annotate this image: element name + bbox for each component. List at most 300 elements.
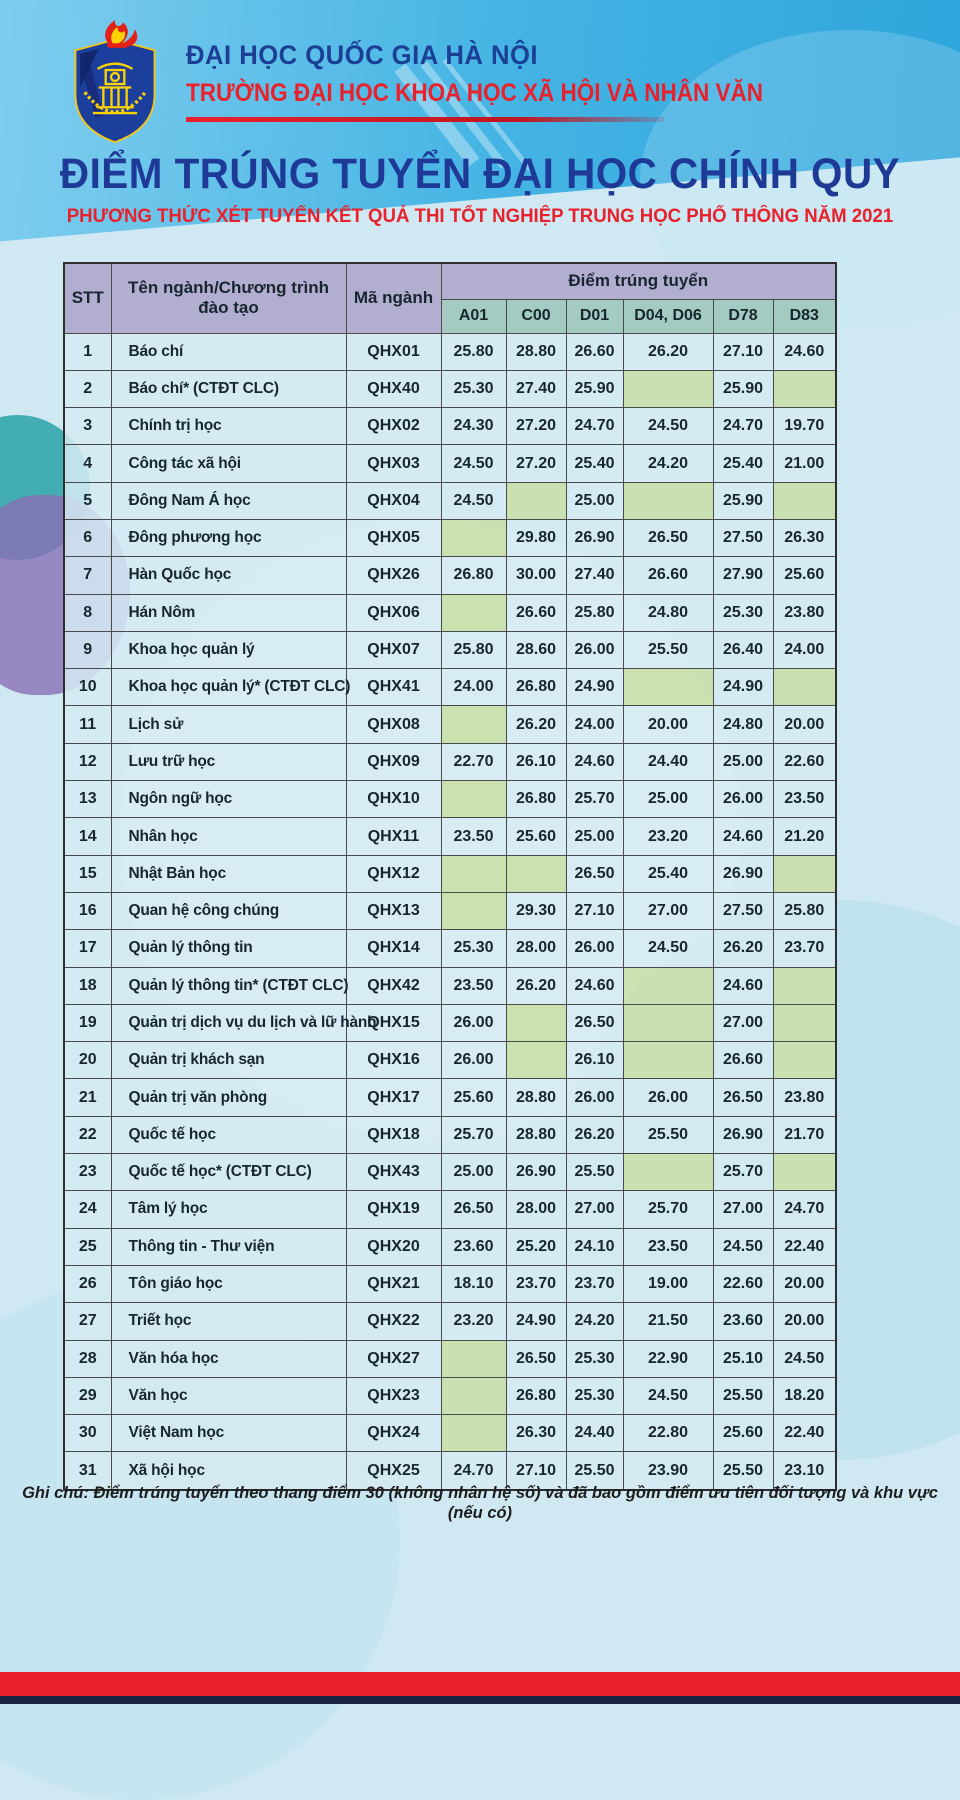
- score-d01: 26.00: [566, 1079, 623, 1116]
- score-d01: 23.70: [566, 1265, 623, 1302]
- major-name: Quản trị dịch vụ du lịch và lữ hành: [111, 1004, 346, 1041]
- score-d01: 26.60: [566, 333, 623, 370]
- score-d78: 27.50: [713, 892, 773, 929]
- major-code: QHX02: [346, 408, 441, 445]
- score-d04-d06: 27.00: [623, 892, 713, 929]
- row-number: 21: [64, 1079, 111, 1116]
- score-a01: [441, 706, 506, 743]
- table-row: [64, 818, 836, 855]
- bottom-red-bar: [0, 1672, 960, 1696]
- score-c00: [506, 482, 566, 519]
- score-d78: 27.90: [713, 557, 773, 594]
- shield-emblem-icon: [56, 20, 174, 148]
- score-a01: 25.30: [441, 370, 506, 407]
- score-d78: 26.40: [713, 631, 773, 668]
- score-c00: 27.20: [506, 408, 566, 445]
- score-a01: 25.60: [441, 1079, 506, 1116]
- major-code: QHX22: [346, 1303, 441, 1340]
- score-d01: 25.30: [566, 1340, 623, 1377]
- score-a01: 18.10: [441, 1265, 506, 1302]
- score-a01: 24.00: [441, 669, 506, 706]
- row-number: 4: [64, 445, 111, 482]
- table-row: [64, 930, 836, 967]
- major-name: Lưu trữ học: [111, 743, 346, 780]
- table-row: [64, 557, 836, 594]
- red-divider: [186, 117, 664, 122]
- score-c00: 28.60: [506, 631, 566, 668]
- table-row: [64, 1079, 836, 1116]
- major-code: QHX25: [346, 1452, 441, 1490]
- score-c00: 25.20: [506, 1228, 566, 1265]
- score-c00: [506, 1004, 566, 1041]
- row-number: 31: [64, 1452, 111, 1490]
- major-name: Báo chí* (CTĐT CLC): [111, 370, 346, 407]
- major-name: Quốc tế học* (CTĐT CLC): [111, 1154, 346, 1191]
- score-d78: 24.60: [713, 967, 773, 1004]
- table-row: [64, 370, 836, 407]
- score-c00: 29.80: [506, 519, 566, 556]
- score-d01: 24.00: [566, 706, 623, 743]
- row-number: 3: [64, 408, 111, 445]
- table-row: [64, 333, 836, 370]
- score-d83: 20.00: [773, 1303, 836, 1340]
- score-d01: 26.10: [566, 1042, 623, 1079]
- score-d04-d06: [623, 1154, 713, 1191]
- major-code: QHX11: [346, 818, 441, 855]
- score-d78: 22.60: [713, 1265, 773, 1302]
- score-a01: 23.50: [441, 818, 506, 855]
- score-d83: [773, 1042, 836, 1079]
- score-d83: 21.70: [773, 1116, 836, 1153]
- row-number: 22: [64, 1116, 111, 1153]
- score-d04-d06: 25.50: [623, 631, 713, 668]
- score-d78: 26.20: [713, 930, 773, 967]
- score-d78: 26.90: [713, 1116, 773, 1153]
- table-row: [64, 594, 836, 631]
- row-number: 11: [64, 706, 111, 743]
- score-a01: [441, 855, 506, 892]
- major-name: Triết học: [111, 1303, 346, 1340]
- major-name: Việt Nam học: [111, 1415, 346, 1452]
- score-d83: 25.80: [773, 892, 836, 929]
- score-a01: 22.70: [441, 743, 506, 780]
- score-d83: [773, 1154, 836, 1191]
- admission-scores-table: [63, 262, 837, 1491]
- score-a01: 23.20: [441, 1303, 506, 1340]
- score-c00: [506, 855, 566, 892]
- major-code: QHX03: [346, 445, 441, 482]
- score-d83: 21.20: [773, 818, 836, 855]
- score-d01: 25.00: [566, 482, 623, 519]
- score-d78: 25.60: [713, 1415, 773, 1452]
- major-code: QHX27: [346, 1340, 441, 1377]
- page-subtitle: PHƯƠNG THỨC XÉT TUYỂN KẾT QUẢ THI TỐT NGHIỆP TRUNG HỌC PHỔ THÔNG NĂM 2021: [66, 206, 894, 227]
- score-d01: 26.50: [566, 855, 623, 892]
- row-number: 18: [64, 967, 111, 1004]
- score-d83: [773, 669, 836, 706]
- row-number: 27: [64, 1303, 111, 1340]
- score-a01: [441, 519, 506, 556]
- major-code: QHX14: [346, 930, 441, 967]
- table-row: [64, 1377, 836, 1414]
- col-header-d83: D83: [773, 299, 836, 333]
- row-number: 30: [64, 1415, 111, 1452]
- score-d04-d06: 23.90: [623, 1452, 713, 1490]
- score-d78: 25.90: [713, 482, 773, 519]
- major-code: QHX06: [346, 594, 441, 631]
- bottom-navy-bar: [0, 1696, 960, 1704]
- page-title: ĐIỂM TRÚNG TUYỂN ĐẠI HỌC CHÍNH QUY: [59, 150, 901, 198]
- score-c00: 29.30: [506, 892, 566, 929]
- score-d01: 24.40: [566, 1415, 623, 1452]
- col-header-scores-group: Điểm trúng tuyển: [441, 263, 836, 299]
- major-code: QHX20: [346, 1228, 441, 1265]
- score-c00: 26.60: [506, 594, 566, 631]
- score-d01: 27.00: [566, 1191, 623, 1228]
- score-d04-d06: [623, 370, 713, 407]
- score-d04-d06: [623, 967, 713, 1004]
- major-name: Xã hội học: [111, 1452, 346, 1490]
- score-d04-d06: 26.50: [623, 519, 713, 556]
- col-header-d04-d06: D04, D06: [623, 299, 713, 333]
- score-d01: 25.80: [566, 594, 623, 631]
- major-name: Thông tin - Thư viện: [111, 1228, 346, 1265]
- score-d83: 23.80: [773, 594, 836, 631]
- major-code: QHX40: [346, 370, 441, 407]
- score-d04-d06: 24.80: [623, 594, 713, 631]
- score-d01: 24.90: [566, 669, 623, 706]
- row-number: 26: [64, 1265, 111, 1302]
- score-d83: 23.50: [773, 781, 836, 818]
- score-c00: 30.00: [506, 557, 566, 594]
- score-d04-d06: 26.00: [623, 1079, 713, 1116]
- score-d01: 26.50: [566, 1004, 623, 1041]
- col-header-major-name: Tên ngành/Chương trình đào tạo: [111, 263, 346, 333]
- row-number: 8: [64, 594, 111, 631]
- score-c00: 26.80: [506, 781, 566, 818]
- score-c00: 26.90: [506, 1154, 566, 1191]
- table-row: [64, 1228, 836, 1265]
- major-name: Hán Nôm: [111, 594, 346, 631]
- university-logo: [56, 20, 174, 148]
- major-name: Quản lý thông tin: [111, 930, 346, 967]
- major-name: Nhân học: [111, 818, 346, 855]
- score-a01: 26.80: [441, 557, 506, 594]
- score-a01: 26.00: [441, 1004, 506, 1041]
- score-d83: [773, 482, 836, 519]
- score-d04-d06: 26.20: [623, 333, 713, 370]
- score-d83: 25.60: [773, 557, 836, 594]
- major-code: QHX18: [346, 1116, 441, 1153]
- score-d04-d06: 26.60: [623, 557, 713, 594]
- col-header-major-code: Mã ngành: [346, 263, 441, 333]
- major-code: QHX12: [346, 855, 441, 892]
- score-d01: 26.90: [566, 519, 623, 556]
- table-row: [64, 519, 836, 556]
- score-c00: 26.30: [506, 1415, 566, 1452]
- score-d01: 26.20: [566, 1116, 623, 1153]
- score-d01: 25.00: [566, 818, 623, 855]
- score-d04-d06: [623, 482, 713, 519]
- score-a01: 25.80: [441, 333, 506, 370]
- score-c00: 24.90: [506, 1303, 566, 1340]
- score-d83: 24.60: [773, 333, 836, 370]
- score-d83: 22.40: [773, 1228, 836, 1265]
- major-name: Khoa học quản lý* (CTĐT CLC): [111, 669, 346, 706]
- row-number: 24: [64, 1191, 111, 1228]
- score-d83: [773, 967, 836, 1004]
- score-d01: 25.50: [566, 1452, 623, 1490]
- score-d78: 27.00: [713, 1004, 773, 1041]
- score-d01: 25.50: [566, 1154, 623, 1191]
- score-d83: 20.00: [773, 706, 836, 743]
- major-code: QHX16: [346, 1042, 441, 1079]
- major-code: QHX42: [346, 967, 441, 1004]
- score-d78: 25.90: [713, 370, 773, 407]
- score-d78: 25.50: [713, 1377, 773, 1414]
- table-row: [64, 743, 836, 780]
- score-d04-d06: 23.20: [623, 818, 713, 855]
- table-row: [64, 1191, 836, 1228]
- score-a01: 25.70: [441, 1116, 506, 1153]
- score-a01: 25.00: [441, 1154, 506, 1191]
- score-d78: 25.70: [713, 1154, 773, 1191]
- row-number: 12: [64, 743, 111, 780]
- row-number: 1: [64, 333, 111, 370]
- score-c00: 26.10: [506, 743, 566, 780]
- score-c00: 28.80: [506, 1079, 566, 1116]
- major-name: Báo chí: [111, 333, 346, 370]
- major-name: Chính trị học: [111, 408, 346, 445]
- score-d83: 22.60: [773, 743, 836, 780]
- row-number: 29: [64, 1377, 111, 1414]
- col-header-stt: STT: [64, 263, 111, 333]
- major-code: QHX05: [346, 519, 441, 556]
- row-number: 10: [64, 669, 111, 706]
- row-number: 15: [64, 855, 111, 892]
- score-a01: [441, 1415, 506, 1452]
- major-name: Văn hóa học: [111, 1340, 346, 1377]
- row-number: 2: [64, 370, 111, 407]
- major-code: QHX26: [346, 557, 441, 594]
- table-row: [64, 669, 836, 706]
- score-d04-d06: 25.40: [623, 855, 713, 892]
- major-code: QHX08: [346, 706, 441, 743]
- score-d83: [773, 370, 836, 407]
- score-a01: [441, 892, 506, 929]
- score-d83: 26.30: [773, 519, 836, 556]
- score-d01: 25.30: [566, 1377, 623, 1414]
- row-number: 14: [64, 818, 111, 855]
- row-number: 16: [64, 892, 111, 929]
- table-row: [64, 408, 836, 445]
- score-d04-d06: 23.50: [623, 1228, 713, 1265]
- score-d78: 26.60: [713, 1042, 773, 1079]
- major-code: QHX21: [346, 1265, 441, 1302]
- score-c00: 28.00: [506, 1191, 566, 1228]
- score-d78: 27.10: [713, 333, 773, 370]
- score-d04-d06: 24.20: [623, 445, 713, 482]
- score-d83: 23.70: [773, 930, 836, 967]
- score-d78: 25.10: [713, 1340, 773, 1377]
- row-number: 7: [64, 557, 111, 594]
- row-number: 9: [64, 631, 111, 668]
- row-number: 17: [64, 930, 111, 967]
- major-code: QHX15: [346, 1004, 441, 1041]
- score-d01: 24.60: [566, 743, 623, 780]
- score-d04-d06: 19.00: [623, 1265, 713, 1302]
- score-d01: 24.10: [566, 1228, 623, 1265]
- row-number: 20: [64, 1042, 111, 1079]
- table-row: [64, 892, 836, 929]
- major-name: Tâm lý học: [111, 1191, 346, 1228]
- score-d01: 24.20: [566, 1303, 623, 1340]
- score-d83: 24.70: [773, 1191, 836, 1228]
- row-number: 23: [64, 1154, 111, 1191]
- score-d78: 24.50: [713, 1228, 773, 1265]
- major-code: QHX09: [346, 743, 441, 780]
- score-d78: 26.90: [713, 855, 773, 892]
- score-a01: 23.60: [441, 1228, 506, 1265]
- score-a01: [441, 1377, 506, 1414]
- footnote: Ghi chú: Điểm trúng tuyển theo thang điểm 30 (không nhân hệ số) và đã bao gồm điểm ưu tiên đối tượng và khu vực (nếu có): [22, 1483, 938, 1522]
- major-code: QHX19: [346, 1191, 441, 1228]
- score-d78: 24.70: [713, 408, 773, 445]
- table-row: [64, 631, 836, 668]
- table-body: [64, 333, 836, 1490]
- major-code: QHX24: [346, 1415, 441, 1452]
- score-d04-d06: 25.00: [623, 781, 713, 818]
- score-a01: [441, 1340, 506, 1377]
- score-c00: 27.20: [506, 445, 566, 482]
- score-c00: 26.50: [506, 1340, 566, 1377]
- score-d83: [773, 855, 836, 892]
- score-c00: 28.00: [506, 930, 566, 967]
- score-d78: 25.00: [713, 743, 773, 780]
- score-a01: 24.50: [441, 445, 506, 482]
- score-a01: 24.30: [441, 408, 506, 445]
- major-code: QHX13: [346, 892, 441, 929]
- score-d01: 27.40: [566, 557, 623, 594]
- score-d01: 26.00: [566, 631, 623, 668]
- score-c00: 25.60: [506, 818, 566, 855]
- major-name: Quản trị văn phòng: [111, 1079, 346, 1116]
- score-c00: 27.40: [506, 370, 566, 407]
- row-number: 6: [64, 519, 111, 556]
- score-d04-d06: 24.50: [623, 408, 713, 445]
- col-header-d01: D01: [566, 299, 623, 333]
- org-names: [186, 40, 827, 122]
- score-d78: 27.50: [713, 519, 773, 556]
- score-d01: 25.90: [566, 370, 623, 407]
- score-d78: 26.00: [713, 781, 773, 818]
- score-d78: 27.00: [713, 1191, 773, 1228]
- score-d01: 26.00: [566, 930, 623, 967]
- major-code: QHX10: [346, 781, 441, 818]
- score-c00: 28.80: [506, 1116, 566, 1153]
- score-c00: 26.20: [506, 967, 566, 1004]
- score-d04-d06: [623, 1042, 713, 1079]
- table-row: [64, 1154, 836, 1191]
- score-d04-d06: 25.70: [623, 1191, 713, 1228]
- row-number: 19: [64, 1004, 111, 1041]
- score-d78: 24.80: [713, 706, 773, 743]
- table-row: [64, 482, 836, 519]
- score-a01: 25.80: [441, 631, 506, 668]
- score-d83: 24.50: [773, 1340, 836, 1377]
- score-a01: 26.00: [441, 1042, 506, 1079]
- table-row: [64, 706, 836, 743]
- table-row: [64, 1265, 836, 1302]
- table-row: [64, 1340, 836, 1377]
- score-d04-d06: 20.00: [623, 706, 713, 743]
- major-name: Nhật Bản học: [111, 855, 346, 892]
- score-d04-d06: [623, 669, 713, 706]
- score-d83: [773, 1004, 836, 1041]
- major-code: QHX01: [346, 333, 441, 370]
- score-d04-d06: 24.50: [623, 1377, 713, 1414]
- score-d04-d06: 22.90: [623, 1340, 713, 1377]
- table-row: [64, 1415, 836, 1452]
- major-code: QHX41: [346, 669, 441, 706]
- score-d78: 23.60: [713, 1303, 773, 1340]
- score-d78: 26.50: [713, 1079, 773, 1116]
- score-d78: 25.50: [713, 1452, 773, 1490]
- major-name: Đông Nam Á học: [111, 482, 346, 519]
- row-number: 25: [64, 1228, 111, 1265]
- major-name: Hàn Quốc học: [111, 557, 346, 594]
- score-d04-d06: [623, 1004, 713, 1041]
- score-d83: 23.10: [773, 1452, 836, 1490]
- major-name: Văn học: [111, 1377, 346, 1414]
- score-d01: 24.60: [566, 967, 623, 1004]
- col-header-c00: C00: [506, 299, 566, 333]
- row-number: 5: [64, 482, 111, 519]
- row-number: 13: [64, 781, 111, 818]
- col-header-d78: D78: [713, 299, 773, 333]
- score-d01: 27.10: [566, 892, 623, 929]
- score-d83: 19.70: [773, 408, 836, 445]
- score-c00: 28.80: [506, 333, 566, 370]
- score-d01: 24.70: [566, 408, 623, 445]
- major-name: Quan hệ công chúng: [111, 892, 346, 929]
- score-a01: [441, 781, 506, 818]
- major-name: Quản trị khách sạn: [111, 1042, 346, 1079]
- row-number: 28: [64, 1340, 111, 1377]
- score-a01: 26.50: [441, 1191, 506, 1228]
- score-d04-d06: 25.50: [623, 1116, 713, 1153]
- major-code: QHX07: [346, 631, 441, 668]
- major-name: Ngôn ngữ học: [111, 781, 346, 818]
- table-row: [64, 1042, 836, 1079]
- school-name: TRƯỜNG ĐẠI HỌC KHOA HỌC XÃ HỘI VÀ NHÂN VĂN: [186, 79, 764, 107]
- score-c00: [506, 1042, 566, 1079]
- major-code: QHX23: [346, 1377, 441, 1414]
- score-d04-d06: 24.50: [623, 930, 713, 967]
- score-d04-d06: 24.40: [623, 743, 713, 780]
- score-a01: 23.50: [441, 967, 506, 1004]
- table-row: [64, 967, 836, 1004]
- major-name: Công tác xã hội: [111, 445, 346, 482]
- score-a01: 25.30: [441, 930, 506, 967]
- major-code: QHX17: [346, 1079, 441, 1116]
- score-d01: 25.70: [566, 781, 623, 818]
- score-c00: 26.20: [506, 706, 566, 743]
- table-row: [64, 1116, 836, 1153]
- score-d83: 21.00: [773, 445, 836, 482]
- score-d83: 24.00: [773, 631, 836, 668]
- score-a01: [441, 594, 506, 631]
